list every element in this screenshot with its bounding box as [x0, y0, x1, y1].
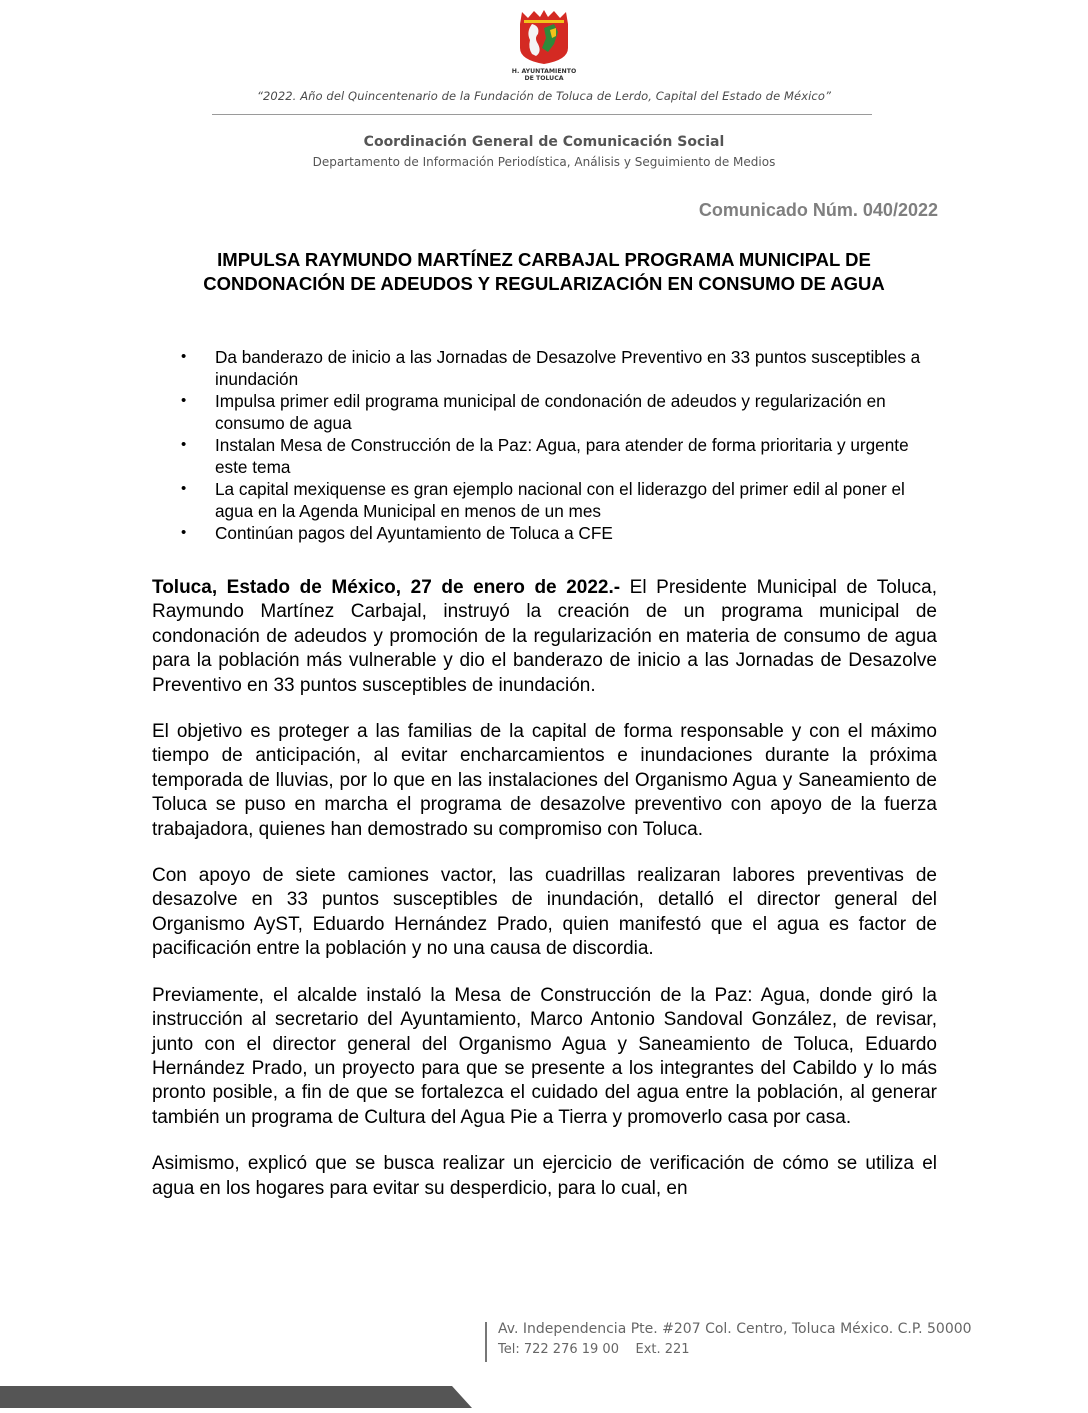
- bullet-text: Continúan pagos del Ayuntamiento de Toluca a CFE: [215, 523, 613, 543]
- list-item: [152, 390, 942, 434]
- header-divider: [212, 114, 872, 115]
- org-title: Coordinación General de Comunicación Social: [363, 134, 725, 150]
- footer-address: Av. Independencia Pte. #207 Col. Centro, Toluca México. C.P. 50000: [498, 1321, 972, 1337]
- highlights-list: [152, 346, 942, 544]
- header-motto: “2022. Año del Quincentenario de la Fundación de Toluca de Lerdo, Capital del Estado de México”: [256, 89, 832, 103]
- list-item: [152, 434, 942, 478]
- paragraph-1: [152, 576, 937, 698]
- headline: IMPULSA RAYMUNDO MARTÍNEZ CARBAJAL PROGRAMA MUNICIPAL DE CONDONACIÓN DE ADEUDOS Y REGULARIZACIÓN EN CONSUMO DE AGUA: [203, 249, 885, 294]
- paragraph-4: Previamente, el alcalde instaló la Mesa de Construcción de la Paz: Agua, donde giró la instrucción al secretario del Ayuntamiento, Marco Antonio Sandoval González, de revisar, junto con el director general del Organismo Agua y Saneamiento de Toluca, Eduardo Hernández Prado, un proyecto para que se presente a los integrantes del Cabildo y lo más pronto posible, a fin de que se fortalezca el cuidado del agua entre la población, al generar también un programa de Cultura del Agua Pie a Tierra y promoverlo casa por casa.: [152, 984, 937, 1128]
- org-subtitle: Departamento de Información Periodística, Análisis y Seguimiento de Medios: [312, 155, 776, 169]
- bullet-icon: •: [181, 348, 187, 365]
- footer-divider: [485, 1322, 487, 1362]
- paragraph-3: Con apoyo de siete camiones vactor, las cuadrillas realizaran labores preventivas de desazolve en 33 puntos susceptibles de inundación, detalló el director general del Organismo AyST, Eduardo Hernández Prado, quien manifestó que el agua es factor de pacificación entre la población y no una causa de discordia.: [152, 865, 937, 960]
- bullet-text: Impulsa primer edil programa municipal de condonación de adeudos y regularización en consumo de agua: [215, 391, 886, 433]
- bullet-text: Da banderazo de inicio a las Jornadas de Desazolve Preventivo en 33 puntos susceptibles a inundación: [215, 347, 921, 389]
- bullet-icon: •: [181, 524, 187, 541]
- bottom-band: [0, 1386, 1088, 1408]
- bullet-text: La capital mexiquense es gran ejemplo nacional con el liderazgo del primer edil al poner el agua en la Agenda Municipal en menos de un mes: [215, 479, 905, 521]
- logo-text-line2: DE TOLUCA: [524, 75, 564, 82]
- paragraph-2: El objetivo es proteger a las familias de la capital de forma responsable y con el máximo tiempo de anticipación, al evitar encharcamientos e inundaciones durante la próxima temporada de lluvias, por lo que en las instalaciones del Organismo Agua y Saneamiento de Toluca se puso en marcha el programa de desazolve preventivo con apoyo de la fuerza trabajadora, quienes han demostrado su compromiso con Toluca.: [152, 721, 937, 840]
- list-item: [152, 478, 942, 522]
- logo-text-line1: H. AYUNTAMIENTO: [511, 68, 577, 75]
- comunicado-number: Comunicado Núm. 040/2022: [698, 200, 938, 220]
- paragraph-5: Asimismo, explicó que se busca realizar un ejercicio de verificación de cómo se utiliza el agua en los hogares para evitar su desperdicio, para lo cual, en: [152, 1153, 937, 1199]
- bullet-icon: •: [181, 480, 187, 497]
- bullet-icon: •: [181, 392, 187, 409]
- toluca-logo: [510, 8, 578, 82]
- article-body: [152, 576, 937, 1223]
- bullet-icon: •: [181, 436, 187, 453]
- list-item: [152, 522, 942, 544]
- dateline: Toluca, Estado de México, 27 de enero de 2022.-: [152, 577, 621, 598]
- footer-phone: Tel: 722 276 19 00 Ext. 221: [498, 1342, 690, 1357]
- bullet-text: Instalan Mesa de Construcción de la Paz: Agua, para atender de forma prioritaria y urgente este tema: [215, 435, 909, 477]
- list-item: [152, 346, 942, 390]
- paragraph-1-text: El Presidente Municipal de Toluca, Raymundo Martínez Carbajal, instruyó la creación de un programa municipal de condonación de adeudos y promoción de la regularización en materia de consumo de agua para la población más vulnerable y dio el banderazo de inicio a las Jornadas de Desazolve Preventivo en 33 puntos susceptibles de inundación.: [152, 577, 937, 696]
